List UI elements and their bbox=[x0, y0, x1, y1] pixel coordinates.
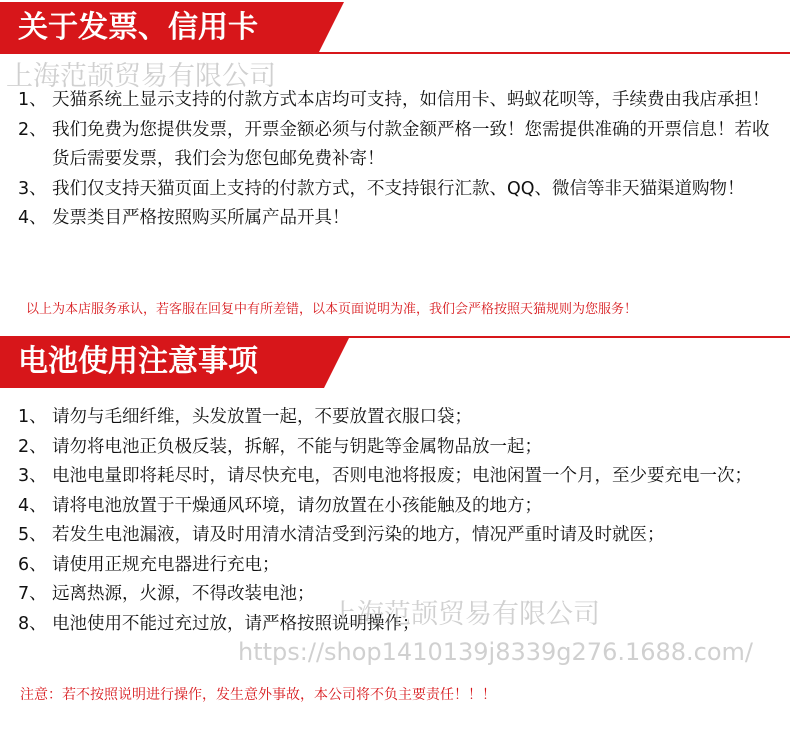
list-item bbox=[18, 551, 778, 581]
item-number: 1、 bbox=[18, 407, 47, 427]
list-item bbox=[18, 403, 778, 433]
list-item bbox=[18, 86, 778, 116]
list-item bbox=[18, 462, 778, 492]
list-item bbox=[18, 116, 778, 175]
list-item bbox=[18, 580, 778, 610]
item-text: 电池使用不能过充过放，请严格按照说明操作； bbox=[52, 613, 420, 634]
item-text: 我们免费为您提供发票，开票金额必须与付款金额严格一致！您需提供准确的开票信息！若收货后需要发票，我们会为您包邮免费补寄！ bbox=[52, 119, 770, 169]
list-item bbox=[18, 610, 778, 640]
invoice-list bbox=[18, 86, 778, 234]
list-item bbox=[18, 433, 778, 463]
list-item bbox=[18, 204, 778, 234]
battery-section-title: 电池使用注意事项 bbox=[0, 336, 324, 388]
item-number: 8、 bbox=[18, 613, 47, 634]
item-number: 3、 bbox=[18, 466, 47, 486]
item-number: 3、 bbox=[18, 178, 47, 199]
item-number: 1、 bbox=[18, 90, 47, 110]
company-watermark-top: 上海范颉贸易有限公司 bbox=[6, 61, 276, 92]
service-note: 以上为本店服务承认，若客服在回复中有所差错，以本页面说明为准，我们会严格按照天猫规则为您服务！ bbox=[26, 302, 638, 317]
item-number: 5、 bbox=[18, 525, 47, 545]
list-item bbox=[18, 521, 778, 551]
item-number: 7、 bbox=[18, 584, 47, 604]
item-text: 天猫系统上显示支持的付款方式本店均可支持，如信用卡、蚂蚁花呗等，手续费由我店承担！ bbox=[52, 90, 770, 110]
item-text: 请将电池放置于干燥通风环境，请勿放置在小孩能触及的地方； bbox=[52, 495, 542, 516]
warning-note: 注意：若不按照说明进行操作，发生意外事故，本公司将不负主要责任！！！ bbox=[20, 687, 496, 703]
item-text: 我们仅支持天猫页面上支持的付款方式，不支持银行汇款、QQ、微信等非天猫渠道购物！ bbox=[52, 178, 745, 199]
item-text: 请勿与毛细纤维，头发放置一起，不要放置衣服口袋； bbox=[52, 407, 472, 427]
invoice-banner bbox=[0, 2, 790, 54]
item-text: 请勿将电池正负极反装，拆解，不能与钥匙等金属物品放一起； bbox=[52, 436, 542, 457]
item-text: 发票类目严格按照购买所属产品开具！ bbox=[52, 208, 350, 228]
list-item bbox=[18, 175, 778, 205]
battery-list bbox=[18, 403, 778, 639]
battery-banner bbox=[0, 336, 790, 388]
item-text: 请使用正规充电器进行充电； bbox=[52, 554, 280, 575]
item-number: 2、 bbox=[18, 436, 47, 457]
item-text: 远离热源，火源，不得改装电池； bbox=[52, 584, 315, 604]
item-text: 若发生电池漏液，请及时用清水清洁受到污染的地方，情况严重时请及时就医； bbox=[52, 525, 665, 545]
item-number: 2、 bbox=[18, 119, 47, 140]
list-item bbox=[18, 492, 778, 522]
url-watermark: https://shop1410139j8339g276.1688.com/ bbox=[238, 638, 754, 666]
item-text: 电池电量即将耗尽时，请尽快充电，否则电池将报废；电池闲置一个月，至少要充电一次； bbox=[52, 466, 752, 486]
company-watermark-bottom: 上海范颉贸易有限公司 bbox=[330, 599, 600, 630]
item-number: 6、 bbox=[18, 554, 47, 575]
item-number: 4、 bbox=[18, 208, 47, 228]
invoice-section-title: 关于发票、信用卡 bbox=[0, 2, 318, 54]
item-number: 4、 bbox=[18, 495, 47, 516]
